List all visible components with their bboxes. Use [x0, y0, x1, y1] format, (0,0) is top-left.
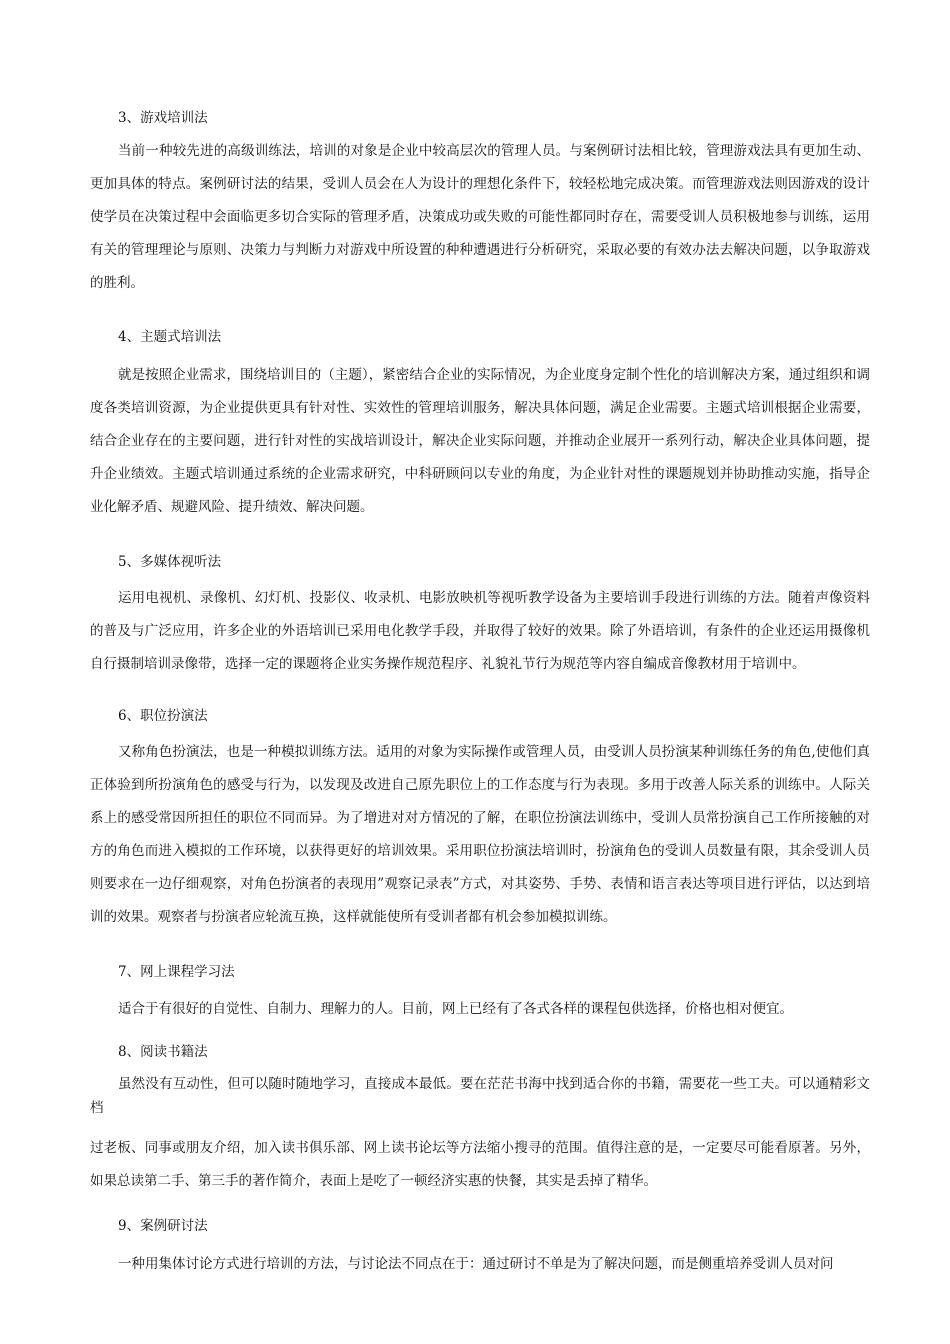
paragraph-online-course: 适合于有很好的自觉性、自制力、理解力的人。目前，网上已经有了各式各样的课程包供选择，价格也相对便宜。 [118, 1001, 793, 1017]
section-heading-role-play: 6、职位扮演法 [118, 708, 208, 724]
section-heading-game-training: 3、游戏培训法 [118, 110, 208, 126]
paragraph-role-play: 又称角色扮演法，也是一种模拟训练方法。适用的对象为实际操作或管理人员，由受训人员扮演某种训练任务的角色,使他们真正体验到所扮演角色的感受与行为，以发现及改进自己原先职位上的工作态度与行为表现。多用于改善人际关系的训练中。人际关系上的感受常因所担任的职位不同而异。为了增进对对方情况的了解，在职位扮演法训练中，受训人员常扮演自己工作所接触的对方的角色而进入模拟的工作环境，以获得更好的培训效果。采用职位扮演法培训时，扮演角色的受训人员数量有限，其余受训人员则要求在一边仔细观察，对角色扮演者的表现用”观察记录表”方式，对其姿势、手势、表情和语言表达等项目进行评估，以达到培训的效果。观察者与扮演者应轮流互换，这样就能使所有受训者都有机会参加模拟训练。 [90, 744, 870, 925]
section-heading-case-study: 9、案例研讨法 [118, 1218, 208, 1234]
paragraph-multimedia-training: 运用电视机、录像机、幻灯机、投影仪、收录机、电影放映机等视听教学设备为主要培训手段进行训练的方法。随着声像资料的普及与广泛应用，许多企业的外语培训已采用电化教学手段，并取得了较好的效果。除了外语培训，有条件的企业还运用摄像机自行摄制培训录像带，选择一定的课题将企业实务操作规范程序、礼貌礼节行为规范等内容自编成音像教材用于培训中。 [90, 590, 870, 672]
section-heading-reading-books: 8、阅读书籍法 [118, 1044, 208, 1060]
paragraph-reading-books-part2: 过老板、同事或朋友介绍，加入读书俱乐部、网上读书论坛等方法缩小搜寻的范围。值得注意的是，一定要尽可能看原著。另外，如果总读第二手、第三手的著作简介，表面上是吃了一顿经济实惠的快餐，其实是丢掉了精华。 [90, 1140, 870, 1189]
section-heading-theme-training: 4、主题式培训法 [118, 329, 222, 345]
paragraph-case-study: 一种用集体讨论方式进行培训的方法，与讨论法不同点在于：通过研讨不单是为了解决问题，而是侧重培养受训人员对问 [118, 1256, 834, 1272]
section-heading-multimedia-training: 5、多媒体视听法 [118, 554, 222, 570]
section-heading-online-course: 7、网上课程学习法 [118, 964, 235, 980]
paragraph-theme-training: 就是按照企业需求，围绕培训目的（主题），紧密结合企业的实际情况，为企业度身定制个性化的培训解决方案，通过组织和调度各类培训资源，为企业提供更具有针对性、实效性的管理培训服务，解决具体问题，满足企业需要。主题式培训根据企业需要，结合企业存在的主要问题，进行针对性的实战培训设计，解决企业实际问题，并推动企业展开一系列行动，解决企业具体问题，提升企业绩效。主题式培训通过系统的企业需求研究，中科研顾问以专业的角度，为企业针对性的课题规划并协助推动实施，指导企业化解矛盾、规避风险、提升绩效、解决问题。 [90, 367, 870, 515]
paragraph-reading-books-part1: 虽然没有互动性，但可以随时随地学习，直接成本最低。要在茫茫书海中找到适合你的书籍，需要花一些工夫。可以通精彩文档 [90, 1076, 870, 1116]
paragraph-game-training: 当前一种较先进的高级训练法，培训的对象是企业中较高层次的管理人员。与案例研讨法相比较，管理游戏法具有更加生动、更加具体的特点。案例研讨法的结果，受训人员会在人为设计的理想化条件下，较轻松地完成决策。而管理游戏法则因游戏的设计使学员在决策过程中会面临更多切合实际的管理矛盾，决策成功或失败的可能性都同时存在，需要受训人员积极地参与训练，运用有关的管理理论与原则、决策力与判断力对游戏中所设置的种种遭遇进行分析研究，采取必要的有效办法去解决问题，以争取游戏的胜利。 [90, 143, 870, 291]
